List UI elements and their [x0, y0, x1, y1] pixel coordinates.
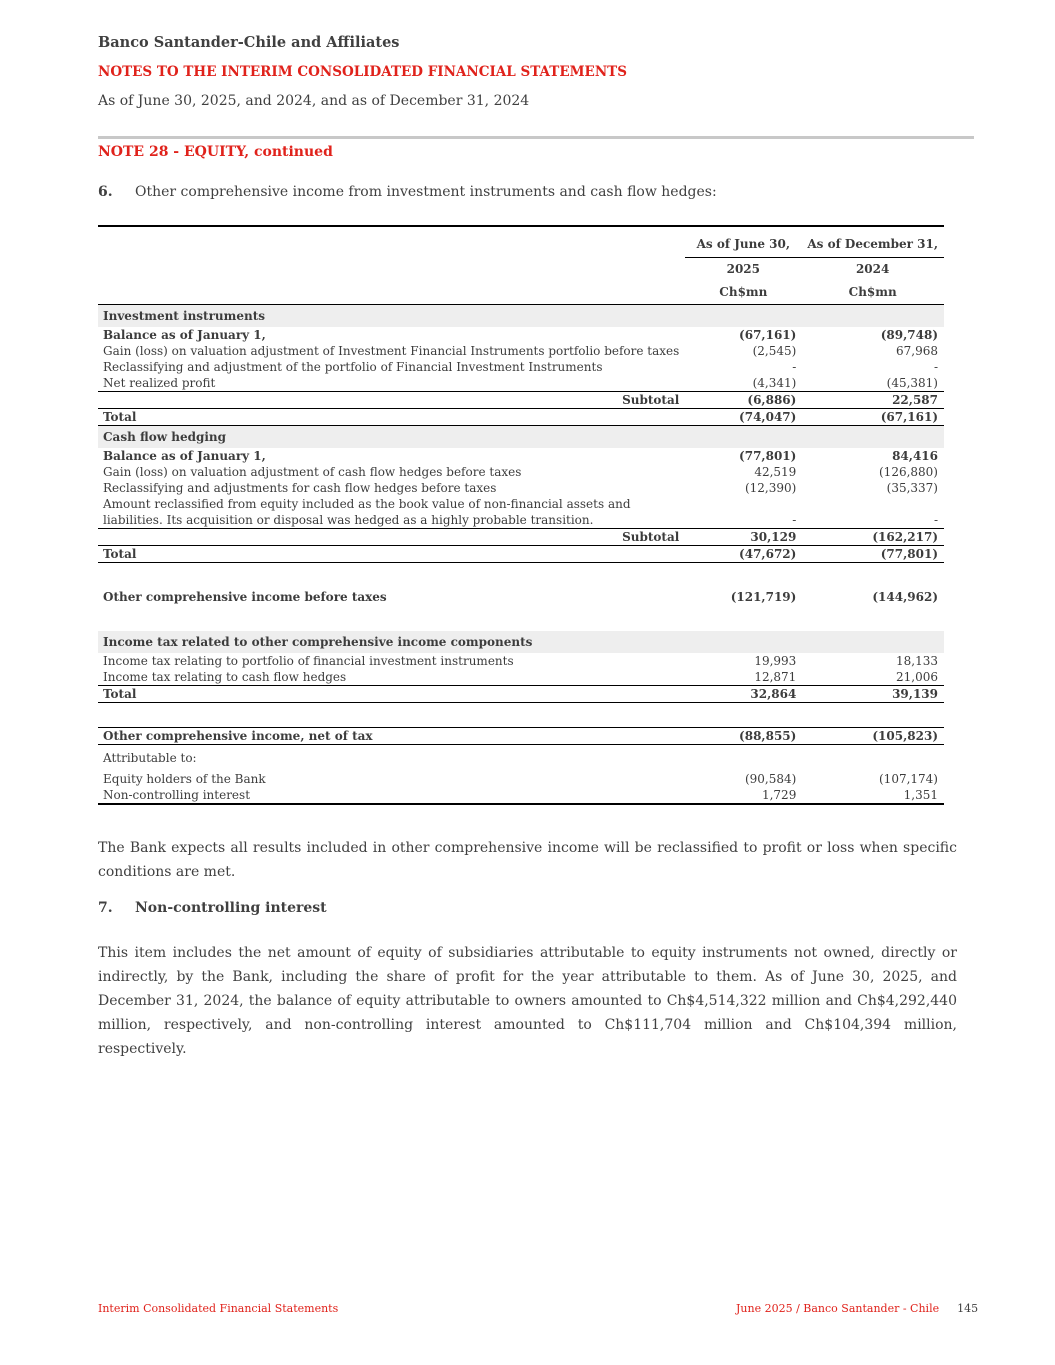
col2-year: 2024 [855, 262, 890, 276]
report-period: As of June 30, 2025, and 2024, and as of December 31, 2024 [98, 93, 530, 109]
table-header-row [98, 226, 944, 258]
col2-title: As of December 31, [802, 226, 944, 258]
section-7-heading [98, 900, 327, 916]
header-divider [98, 136, 974, 139]
company-name: Banco Santander-Chile and Affiliates [98, 34, 400, 51]
section-7-number: 7. [98, 900, 113, 916]
table-row: Amount reclassified from equity included as the book value of non-financial assets and liabilities. Its acquisition or disposal was hedged as a highly probable transition. - - [103, 497, 938, 527]
paragraph-reclassification: The Bank expects all results included in other comprehensive income will be reclassified to profit or loss when specific conditions are met. [98, 840, 957, 880]
col1-unit: Ch$mn [685, 280, 802, 305]
oci-before-taxes-row: Other comprehensive income before taxes (121,719) (144,962) [103, 590, 938, 604]
table-row: Non-controlling interest 1,729 1,351 [103, 788, 938, 802]
document-title: NOTES TO THE INTERIM CONSOLIDATED FINANCIAL STATEMENTS [98, 64, 627, 80]
paragraph-non-controlling-interest: This item includes the net amount of equity of subsidiaries attributable to equity instruments not owned, directly or indirectly, by the Bank, including the share of profit for the year attributable to them. As of June 30, 2025, and December 31, 2024, the balance of equity attributable to owners amounted to Ch$4,514,322 million and Ch$4,292,440 million, respectively, and non-controlling interest amounted to Ch$111,704 million and Ch$104,394 million, respectively. [98, 945, 957, 1057]
table-row: Gain (loss) on valuation adjustment of Investment Financial Instruments portfolio before taxes (2,545) 67,968 [103, 344, 938, 358]
table-year-row [98, 258, 944, 281]
total-row: Total (74,047) (67,161) [98, 409, 944, 426]
table-row: Reclassifying and adjustments for cash flow hedges before taxes (12,390) (35,337) [103, 481, 938, 495]
total-row: Total 32,864 39,139 [98, 686, 944, 703]
table-row: Balance as of January 1, (67,161) (89,748) [103, 328, 938, 342]
table-row: Reclassifying and adjustment of the portfolio of Financial Investment Instruments - - [103, 360, 938, 374]
oci-table [98, 225, 944, 805]
footer-left: Interim Consolidated Financial Statements [98, 1302, 339, 1315]
section-income-tax: Income tax related to other comprehensive income components [98, 631, 944, 653]
oci-net-of-tax-row: Other comprehensive income, net of tax (88,855) (105,823) [98, 728, 944, 745]
col1-title: As of June 30, [685, 226, 802, 258]
table-row: Net realized profit (4,341) (45,381) [103, 376, 938, 390]
table-unit-row [98, 280, 944, 305]
section-6-heading [98, 184, 717, 200]
section-6-title: Other comprehensive income from investment instruments and cash flow hedges: [135, 184, 717, 200]
col1-year: 2025 [726, 262, 761, 276]
table-row: Equity holders of the Bank (90,584) (107,174) [103, 772, 938, 786]
section-investment-instruments: Investment instruments [98, 305, 944, 328]
table-row: Gain (loss) on valuation adjustment of cash flow hedges before taxes 42,519 (126,880) [103, 465, 938, 479]
table-row: Balance as of January 1, (77,801) 84,416 [103, 449, 938, 463]
subtotal-row: Subtotal 30,129 (162,217) [98, 529, 944, 546]
section-cash-flow-hedging: Cash flow hedging [98, 426, 944, 449]
total-row: Total (47,672) (77,801) [98, 546, 944, 563]
note-heading: NOTE 28 - EQUITY, continued [98, 144, 333, 160]
attributable-label-row: Attributable to: [103, 751, 197, 765]
section-7-title: Non-controlling interest [135, 900, 327, 916]
section-6-number: 6. [98, 184, 113, 200]
table-row: Income tax relating to cash flow hedges 12,871 21,006 [103, 670, 938, 684]
page-number: 145 [957, 1302, 979, 1315]
footer-right [736, 1302, 978, 1315]
subtotal-row: Subtotal (6,886) 22,587 [98, 392, 944, 409]
table-row: Income tax relating to portfolio of financial investment instruments 19,993 18,133 [103, 654, 938, 668]
footer-right-text: June 2025 / Banco Santander - Chile [736, 1302, 940, 1315]
col2-unit: Ch$mn [802, 280, 944, 305]
